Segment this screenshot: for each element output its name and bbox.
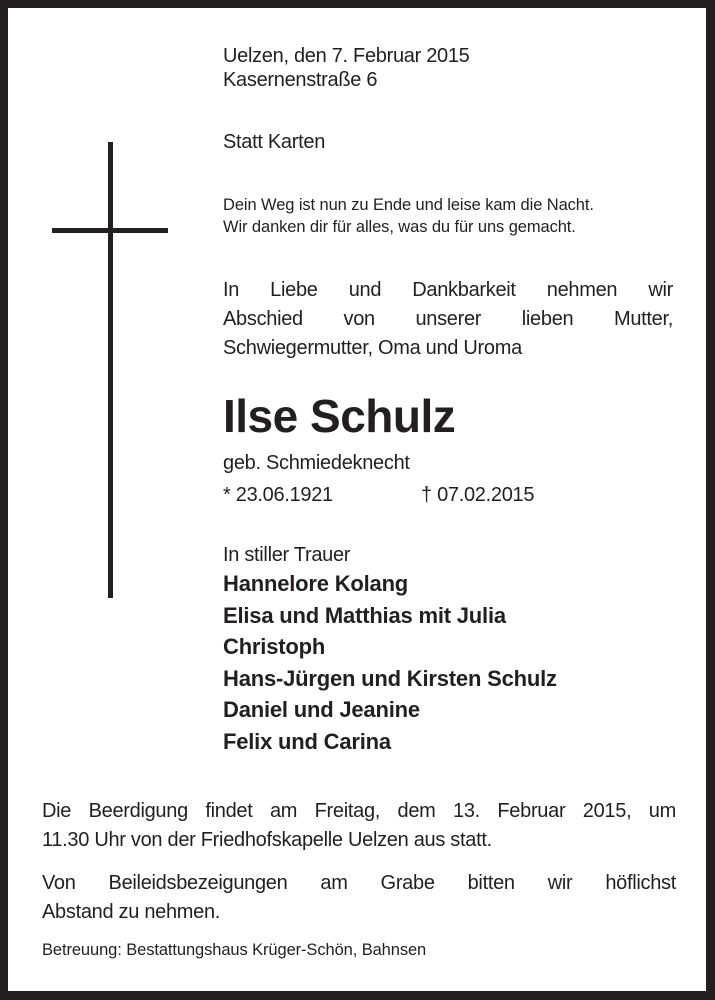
funeral-paragraph: [42, 797, 676, 855]
poem-line: Wir danken dir für alles, was du für uns gemacht.: [223, 218, 576, 236]
undertaker-credit: Betreuung: Bestattungshaus Krüger-Schön, Bahnsen: [42, 941, 427, 959]
funeral-line: Die Beerdigung findet am Freitag, dem 13. Februar 2015, um: [42, 800, 676, 822]
mourner: Hannelore Kolang: [223, 571, 409, 596]
obituary-notice: [8, 8, 706, 991]
condolences-line: Von Beileidsbezeigungen am Grabe bitten wir höflichst: [42, 872, 676, 894]
cross-horizontal-bar: [52, 228, 168, 233]
maiden-name: geb. Schmiedeknecht: [223, 452, 410, 474]
farewell-line: In Liebe und Dankbarkeit nehmen wir: [223, 279, 673, 301]
mourner: Elisa und Matthias mit Julia: [223, 602, 506, 628]
mourner: Hans-Jürgen und Kirsten Schulz: [223, 665, 557, 691]
farewell-paragraph: [223, 276, 673, 363]
header-block: [223, 44, 470, 92]
mourner: Daniel und Jeanine: [223, 697, 420, 722]
farewell-line: Schwiegermutter, Oma und Uroma: [223, 337, 522, 359]
farewell-line: Abschied von unserer lieben Mutter,: [223, 308, 673, 330]
condolences-paragraph: [42, 869, 676, 927]
poem-line: Dein Weg ist nun zu Ende und leise kam die Nacht.: [223, 196, 594, 214]
death-date: † 07.02.2015: [421, 484, 535, 506]
deceased-name: Ilse Schulz: [223, 390, 456, 442]
birth-date: * 23.06.1921: [223, 484, 333, 506]
mourner: Christoph: [223, 634, 326, 659]
poem: [223, 194, 594, 238]
mourners-list: [223, 568, 557, 757]
funeral-line: 11.30 Uhr von der Friedhofskapelle Uelzen aus statt.: [42, 829, 492, 851]
mourner: Felix und Carina: [223, 728, 391, 754]
condolences-line: Abstand zu nehmen.: [42, 901, 221, 923]
cross-vertical-bar: [108, 142, 113, 598]
place-date: Uelzen, den 7. Februar 2015: [223, 45, 470, 67]
mourning-label: In stiller Trauer: [223, 544, 351, 566]
address: Kasernenstraße 6: [223, 69, 378, 91]
notice-label: Statt Karten: [223, 131, 326, 153]
